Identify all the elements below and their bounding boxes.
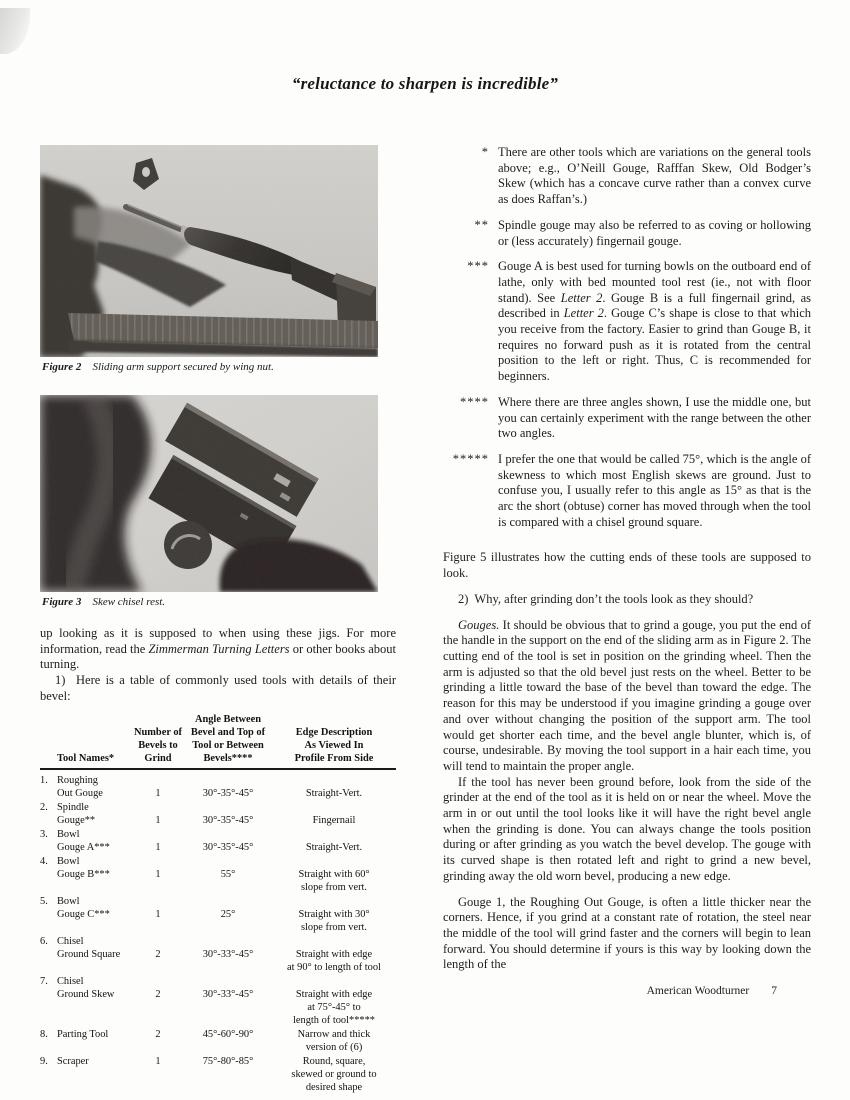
bevel-table <box>40 713 396 1094</box>
edge-cell <box>272 868 396 894</box>
table-row <box>40 975 396 1027</box>
figure-2-photo-art <box>40 145 378 357</box>
table-body <box>40 770 396 1094</box>
italic-text: Zimmerman Turning Letters <box>148 641 290 656</box>
header-line: Bevels**** <box>203 752 253 764</box>
figure-3-photo-art <box>40 395 378 592</box>
angle-cell: 55° <box>220 868 236 880</box>
text-run: I prefer the one that would be called 75°, which is the angle of skewness to which most English skews are ground. Just to confuse you, I usually refer to this angle as 15° as that is the arc the short (obtuse) corner has moved through when the tool is compared with a chisel ground square. <box>498 451 811 529</box>
angle-cell: 30°-35°-45° <box>202 787 254 799</box>
header-bevels <box>132 726 184 765</box>
text-run: Where there are three angles shown, I use the middle one, but you can certainly experiment with the range between the other two angles. <box>498 394 811 441</box>
row-number: 1. <box>40 774 48 786</box>
row-name-first-line <box>40 935 396 948</box>
text-run: or other books about turning. <box>40 641 397 672</box>
row-values <box>40 1055 396 1094</box>
tool-name-line: Bowl <box>57 855 80 867</box>
angle-cell: 30°-35°-45° <box>202 841 254 853</box>
angle-cell: 25° <box>220 908 236 920</box>
header-line: Angle Between <box>194 713 262 725</box>
tool-name-cell: Gouge B*** <box>57 868 110 880</box>
text-run: . Gouge B is a full fingernail grind, as described in <box>498 290 811 321</box>
footnote-item <box>443 395 811 442</box>
table-row <box>40 855 396 894</box>
bevels-cell: 1 <box>155 787 161 799</box>
edge-cell <box>272 1055 396 1094</box>
row-values <box>40 908 396 934</box>
footnotes-list <box>443 145 811 530</box>
edge-cell <box>272 787 396 800</box>
edge-cell <box>272 814 396 827</box>
edge-cell <box>272 1028 396 1054</box>
table-row <box>40 774 396 800</box>
edge-cell <box>272 841 396 854</box>
text-run: 1) Here is a table of commonly used tools with details of their bevel: <box>40 673 396 703</box>
figure-3-label: Figure 3 <box>42 596 82 608</box>
edge-line: Straight with edge <box>295 948 373 960</box>
footnote-text <box>498 452 811 531</box>
bevels-cell: 1 <box>155 868 161 880</box>
edge-cell <box>272 908 396 934</box>
right-column-text <box>443 540 811 973</box>
row-values <box>40 988 396 1027</box>
paragraph <box>443 895 811 974</box>
table-row <box>40 801 396 827</box>
edge-line: skewed or ground to <box>291 1068 377 1080</box>
film-grain-overlay <box>40 145 378 357</box>
row-name-first-line <box>40 975 396 988</box>
row-number: 9. <box>40 1055 48 1067</box>
bevels-cell: 1 <box>155 1055 161 1067</box>
row-name-first-line <box>40 801 396 814</box>
table-row <box>40 935 396 974</box>
header-line: Number of <box>133 726 182 738</box>
tool-name-cell: Ground Square <box>57 948 121 960</box>
bevels-cell: 1 <box>155 841 161 853</box>
tool-name-cell <box>40 1028 132 1041</box>
text-run: up looking as it is supposed to when using these jigs. For more information, read the <box>40 626 396 656</box>
edge-line: Straight-Vert. <box>305 841 363 853</box>
header-line: Bevels to <box>138 739 178 751</box>
edge-line: Fingernail <box>312 814 356 826</box>
header-edge <box>272 726 396 765</box>
italic-text: Letter 2 <box>563 306 604 321</box>
row-values <box>40 787 396 800</box>
header-line: Tool Names* <box>57 752 115 764</box>
text-run: It should be obvious that to grind a gouge, you put the end of the handle in the support on the end of the sliding arm as in Figure 2. The cutting end of the tool is set in position on the grinding wheel. Then the arm is adjusted so that the old bevel just rests on the wheel. Better to be grinding a little toward the base of the bevel than toward the edge. The reason for this may be understood if you imagine grinding a gouge over and over without changing the position of the support arm. The tool would get shorter each time, and the bevel angle blunter, which is, of course, undesirable. By moving the tool support in a hair each time, you will tend to maintain the proper angle. <box>443 617 811 773</box>
italic-text: Gouges. <box>458 617 500 632</box>
footnote-asterisks: ***** <box>452 451 489 466</box>
edge-line: Straight with edge <box>295 988 373 1000</box>
left-column <box>40 145 396 1094</box>
film-grain-overlay <box>40 395 378 592</box>
bevels-cell: 2 <box>155 988 161 1000</box>
figure-3 <box>40 395 396 610</box>
header-line: Bevel and Top of <box>190 726 266 738</box>
row-name-first-line <box>40 828 396 841</box>
footnote-item <box>443 218 811 249</box>
page-title: “reluctance to sharpen is incredible” <box>291 74 559 93</box>
bevels-cell: 1 <box>155 814 161 826</box>
angle-cell: 75°-80°-85° <box>202 1055 254 1067</box>
footnote-text <box>498 395 811 442</box>
row-values <box>40 1028 396 1054</box>
header-angle <box>184 713 272 765</box>
row-values <box>40 814 396 827</box>
figure-3-photo <box>40 395 378 592</box>
footnote-text <box>498 145 811 208</box>
edge-line: Narrow and thick <box>297 1028 371 1040</box>
text-run: Gouge 1, the Roughing Out Gouge, is often a little thicker near the corners. Hence, if you grind at a constant rate of rotation, the steel near the middle of the tool will grind faster and the corners will begin to lean forward. You should determine if yours is this way by looking down the length of the <box>443 894 811 972</box>
edge-cell <box>272 948 396 974</box>
row-name-first-line <box>40 895 396 908</box>
edge-line: at 90° to length of tool <box>287 961 381 973</box>
figure-2-label: Figure 2 <box>42 361 82 373</box>
footnote-asterisks: **** <box>460 394 489 409</box>
right-column <box>443 145 811 1094</box>
edge-line: desired shape <box>305 1081 363 1093</box>
tool-name-line: Roughing <box>57 774 98 786</box>
text-run: Figure 5 illustrates how the cutting ends of these tools are supposed to look. <box>443 550 811 581</box>
edge-line: Straight with 60° <box>298 868 370 880</box>
text-run: If the tool has never been ground before, look from the side of the grinder at the end of the tool as it is held on or near the wheel. Move the arm in or out until the tool looks like it will have the right bevel angle when the grinding is done. You can always change the tools position during or after grinding as you watch the bevel develop. The gouge with its curved shape is then rotated left and right to grind a new bevel, grinding away the old worn bevel, producing a new edge. <box>443 774 811 883</box>
edge-line: Round, square, <box>302 1055 366 1067</box>
paragraph <box>443 592 811 608</box>
paragraph <box>40 626 396 673</box>
tool-name-cell: Gouge A*** <box>57 841 110 853</box>
header-line: Tool or Between <box>192 739 264 751</box>
figure-2 <box>40 145 396 375</box>
tool-name-line: Chisel <box>57 975 84 987</box>
tool-name-cell: Gouge** <box>57 814 96 826</box>
italic-text: Letter 2 <box>560 290 603 305</box>
row-values <box>40 868 396 894</box>
tool-name-line: Bowl <box>57 828 80 840</box>
tool-name-line: Scraper <box>57 1055 89 1067</box>
row-values <box>40 841 396 854</box>
header-line: Grind <box>144 752 172 764</box>
edge-line: length of tool***** <box>293 1014 375 1026</box>
angle-cell: 30°-35°-45° <box>202 814 254 826</box>
bevels-cell: 2 <box>155 1028 161 1040</box>
edge-line: version of (6) <box>305 1041 363 1053</box>
text-run: 2) Why, after grinding don’t the tools look as they should? <box>458 591 754 606</box>
angle-cell: 30°-33°-45° <box>202 988 254 1000</box>
footnote-asterisks: *** <box>467 259 489 274</box>
figure-3-caption-text: Skew chisel rest. <box>92 596 166 608</box>
footnote-text <box>498 259 811 385</box>
bevels-cell: 2 <box>155 948 161 960</box>
text-run: There are other tools which are variations on the general tools above; e.g., O’Neill Gouge, Rafffan Skew, Old Bodger’s Skew (which has a concave curve rather than a convex curve as does Raffan’s.) <box>498 145 811 207</box>
page-number: 7 <box>771 985 777 998</box>
edge-line: Straight-Vert. <box>305 787 363 799</box>
edge-line: slope from vert. <box>300 881 368 893</box>
header-line: As Viewed In <box>304 739 364 751</box>
header-tool-names <box>40 752 132 765</box>
edge-cell <box>272 988 396 1027</box>
tool-name-line: Parting Tool <box>57 1028 109 1040</box>
footnote-item <box>443 452 811 531</box>
paragraph <box>443 775 811 885</box>
footnote-text <box>498 218 811 249</box>
row-number: 7. <box>40 975 48 987</box>
figure-2-photo <box>40 145 378 357</box>
row-number: 2. <box>40 801 48 813</box>
row-number: 6. <box>40 935 48 947</box>
bevels-cell: 1 <box>155 908 161 920</box>
text-run: Gouge A is best used for turning bowls on the outboard end of lathe, only with bed mounted tool rest (ie., not with floor stand). See <box>498 259 811 305</box>
table-header-row <box>40 713 396 770</box>
left-column-text <box>40 626 396 705</box>
figure-2-caption-text: Sliding arm support secured by wing nut. <box>92 361 274 373</box>
paragraph <box>443 550 811 581</box>
magazine-name: American Woodturner <box>646 985 750 998</box>
table-row <box>40 1055 396 1094</box>
row-number: 3. <box>40 828 48 840</box>
two-column-layout <box>40 145 811 1094</box>
header-line: Profile From Side <box>294 752 374 764</box>
edge-line: at 75°-45° to <box>307 1001 361 1013</box>
table-row <box>40 895 396 934</box>
row-name-first-line <box>40 855 396 868</box>
tool-name-line: Bowl <box>57 895 80 907</box>
tool-name-cell: Ground Skew <box>57 988 115 1000</box>
row-values <box>40 948 396 974</box>
figure-2-caption <box>42 360 396 375</box>
text-run: . Gouge C’s shape is close to that which you receive from the factory. Easier to grind than Gouge B, it requires no forward push as it is rotated from the central position to the left or right. Thus, C is recommended for beginners. <box>498 306 811 384</box>
footnote-asterisks: * <box>481 145 489 159</box>
row-number: 8. <box>40 1028 48 1040</box>
tool-name-line: Chisel <box>57 935 84 947</box>
edge-line: slope from vert. <box>300 921 368 933</box>
tool-name-cell: Out Gouge <box>57 787 103 799</box>
footnote-item <box>443 145 811 208</box>
row-number: 4. <box>40 855 48 867</box>
text-run: Spindle gouge may also be referred to as coving or hollowing or (less accurately) fingernail gouge. <box>498 217 811 248</box>
scan-corner-artifact <box>0 8 30 54</box>
edge-line: Straight with 30° <box>298 908 370 920</box>
angle-cell: 30°-33°-45° <box>202 948 254 960</box>
figure-3-caption <box>42 595 396 610</box>
row-number: 5. <box>40 895 48 907</box>
table-row <box>40 828 396 854</box>
paragraph <box>443 618 811 775</box>
angle-cell: 45°-60°-90° <box>202 1028 254 1040</box>
tool-name-cell <box>40 1055 132 1068</box>
table-row <box>40 1028 396 1054</box>
row-name-first-line <box>40 774 396 787</box>
tool-name-cell: Gouge C*** <box>57 908 110 920</box>
header-line: Edge Description <box>295 726 373 738</box>
page-footer <box>443 985 811 997</box>
tool-name-line: Spindle <box>57 801 89 813</box>
paragraph <box>40 673 396 704</box>
footnote-asterisks: ** <box>474 217 489 232</box>
footnote-item <box>443 259 811 385</box>
